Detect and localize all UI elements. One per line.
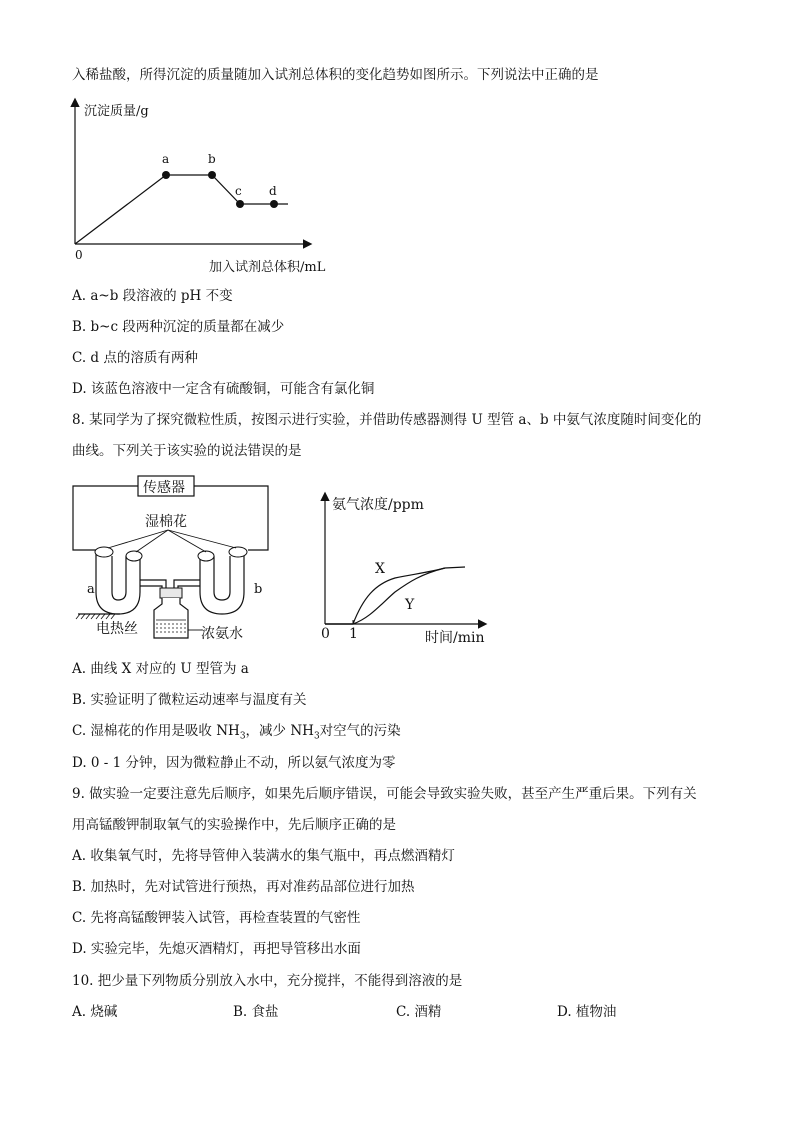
q8-option-c: C. 湿棉花的作用是吸收 $NH_3$，减少 $NH_3$对空气的污染: [72, 723, 401, 742]
q7-option-a: A. a~b 段溶液的 pH 不变: [72, 288, 233, 304]
q7-ylabel: 沉淀质量/g: [84, 104, 149, 119]
cotton-label: 湿棉花: [145, 514, 187, 530]
q8-xlabel: 时间/min: [425, 630, 485, 646]
q10-option-b: B. 食盐: [233, 1004, 279, 1020]
q9-option-c: C. 先将高锰酸钾装入试管，再检查装置的气密性: [72, 910, 361, 926]
q10-stem: 10. 把少量下列物质分别放入水中，充分搅拌，不能得到溶液的是: [72, 973, 463, 989]
ammonia-label: 浓氨水: [201, 626, 243, 642]
q8-stem-line1: 8. 某同学为了探究微粒性质，按图示进行实验，并借助传感器测得 U 型管 a、b 中氨气浓度随时间变化的: [72, 412, 702, 428]
curve-x: [325, 567, 465, 624]
q7-point-c: [236, 200, 244, 208]
q8-tick-1: 1: [349, 626, 358, 642]
q9-stem-line1: 9. 做实验一定要注意先后顺序，如果先后顺序错误，可能会导致实验失败，甚至产生严重后果。下列有关: [72, 786, 697, 802]
q8-option-a: A. 曲线 X 对应的 U 型管为 a: [72, 661, 249, 677]
heater-label: 电热丝: [96, 621, 138, 637]
q7-option-d: D. 该蓝色溶液中一定含有硫酸铜，可能含有氯化铜: [72, 381, 375, 397]
q7-curve: [75, 175, 288, 244]
tube-b-label: b: [254, 582, 263, 597]
q7-label-b: b: [208, 152, 216, 166]
q7-origin: 0: [75, 248, 83, 262]
ammonia-bottle-stopper: [160, 588, 182, 598]
q7-label-d: d: [269, 184, 277, 198]
q10-option-d: D. 植物油: [557, 1004, 617, 1020]
cotton-plugs: [95, 547, 247, 561]
q8-curve-y-label: Y: [405, 597, 415, 613]
q7-graph: [60, 92, 350, 277]
ammonia-bottle: [154, 598, 188, 638]
q8-apparatus-diagram: [68, 472, 283, 642]
q8-curve-x-label: X: [375, 561, 385, 577]
q8-ylabel: 氨气浓度/ppm: [332, 497, 424, 513]
q8-option-d: D. 0 - 1 分钟，因为微粒静止不动，所以氨气浓度为零: [72, 755, 396, 771]
curve-y: [325, 568, 445, 624]
q9-option-d: D. 实验完毕，先熄灭酒精灯，再把导管移出水面: [72, 941, 361, 957]
q7-point-b: [208, 171, 216, 179]
sensor-label: 传感器: [143, 480, 185, 496]
q9-option-b: B. 加热时，先对试管进行预热，再对准药品部位进行加热: [72, 879, 415, 895]
q8-origin: 0: [321, 626, 330, 642]
q7-label-c: c: [235, 184, 242, 198]
q7-xlabel: 加入试剂总体积/mL: [209, 260, 326, 275]
q8-stem-line2: 曲线。下列关于该实验的说法错误的是: [72, 443, 302, 459]
q7-option-b: B. b~c 段两种沉淀的质量都在减少: [72, 319, 285, 335]
q8-option-b: B. 实验证明了微粒运动速率与温度有关: [72, 692, 307, 708]
q7-intro: 入稀盐酸，所得沉淀的质量随加入试剂总体积的变化趋势如图所示。下列说法中正确的是: [72, 67, 599, 83]
tube-a-label: a: [87, 582, 95, 597]
q7-label-a: a: [162, 152, 170, 166]
q7-option-c: C. d 点的溶质有两种: [72, 350, 198, 366]
q7-point-d: [270, 200, 278, 208]
q10-option-c: C. 酒精: [396, 1004, 442, 1020]
q7-point-a: [162, 171, 170, 179]
q9-option-a: A. 收集氧气时，先将导管伸入装满水的集气瓶中，再点燃酒精灯: [72, 848, 455, 864]
q10-option-a: A. 烧碱: [72, 1004, 118, 1020]
q9-stem-line2: 用高锰酸钾制取氧气的实验操作中，先后顺序正确的是: [72, 817, 396, 833]
